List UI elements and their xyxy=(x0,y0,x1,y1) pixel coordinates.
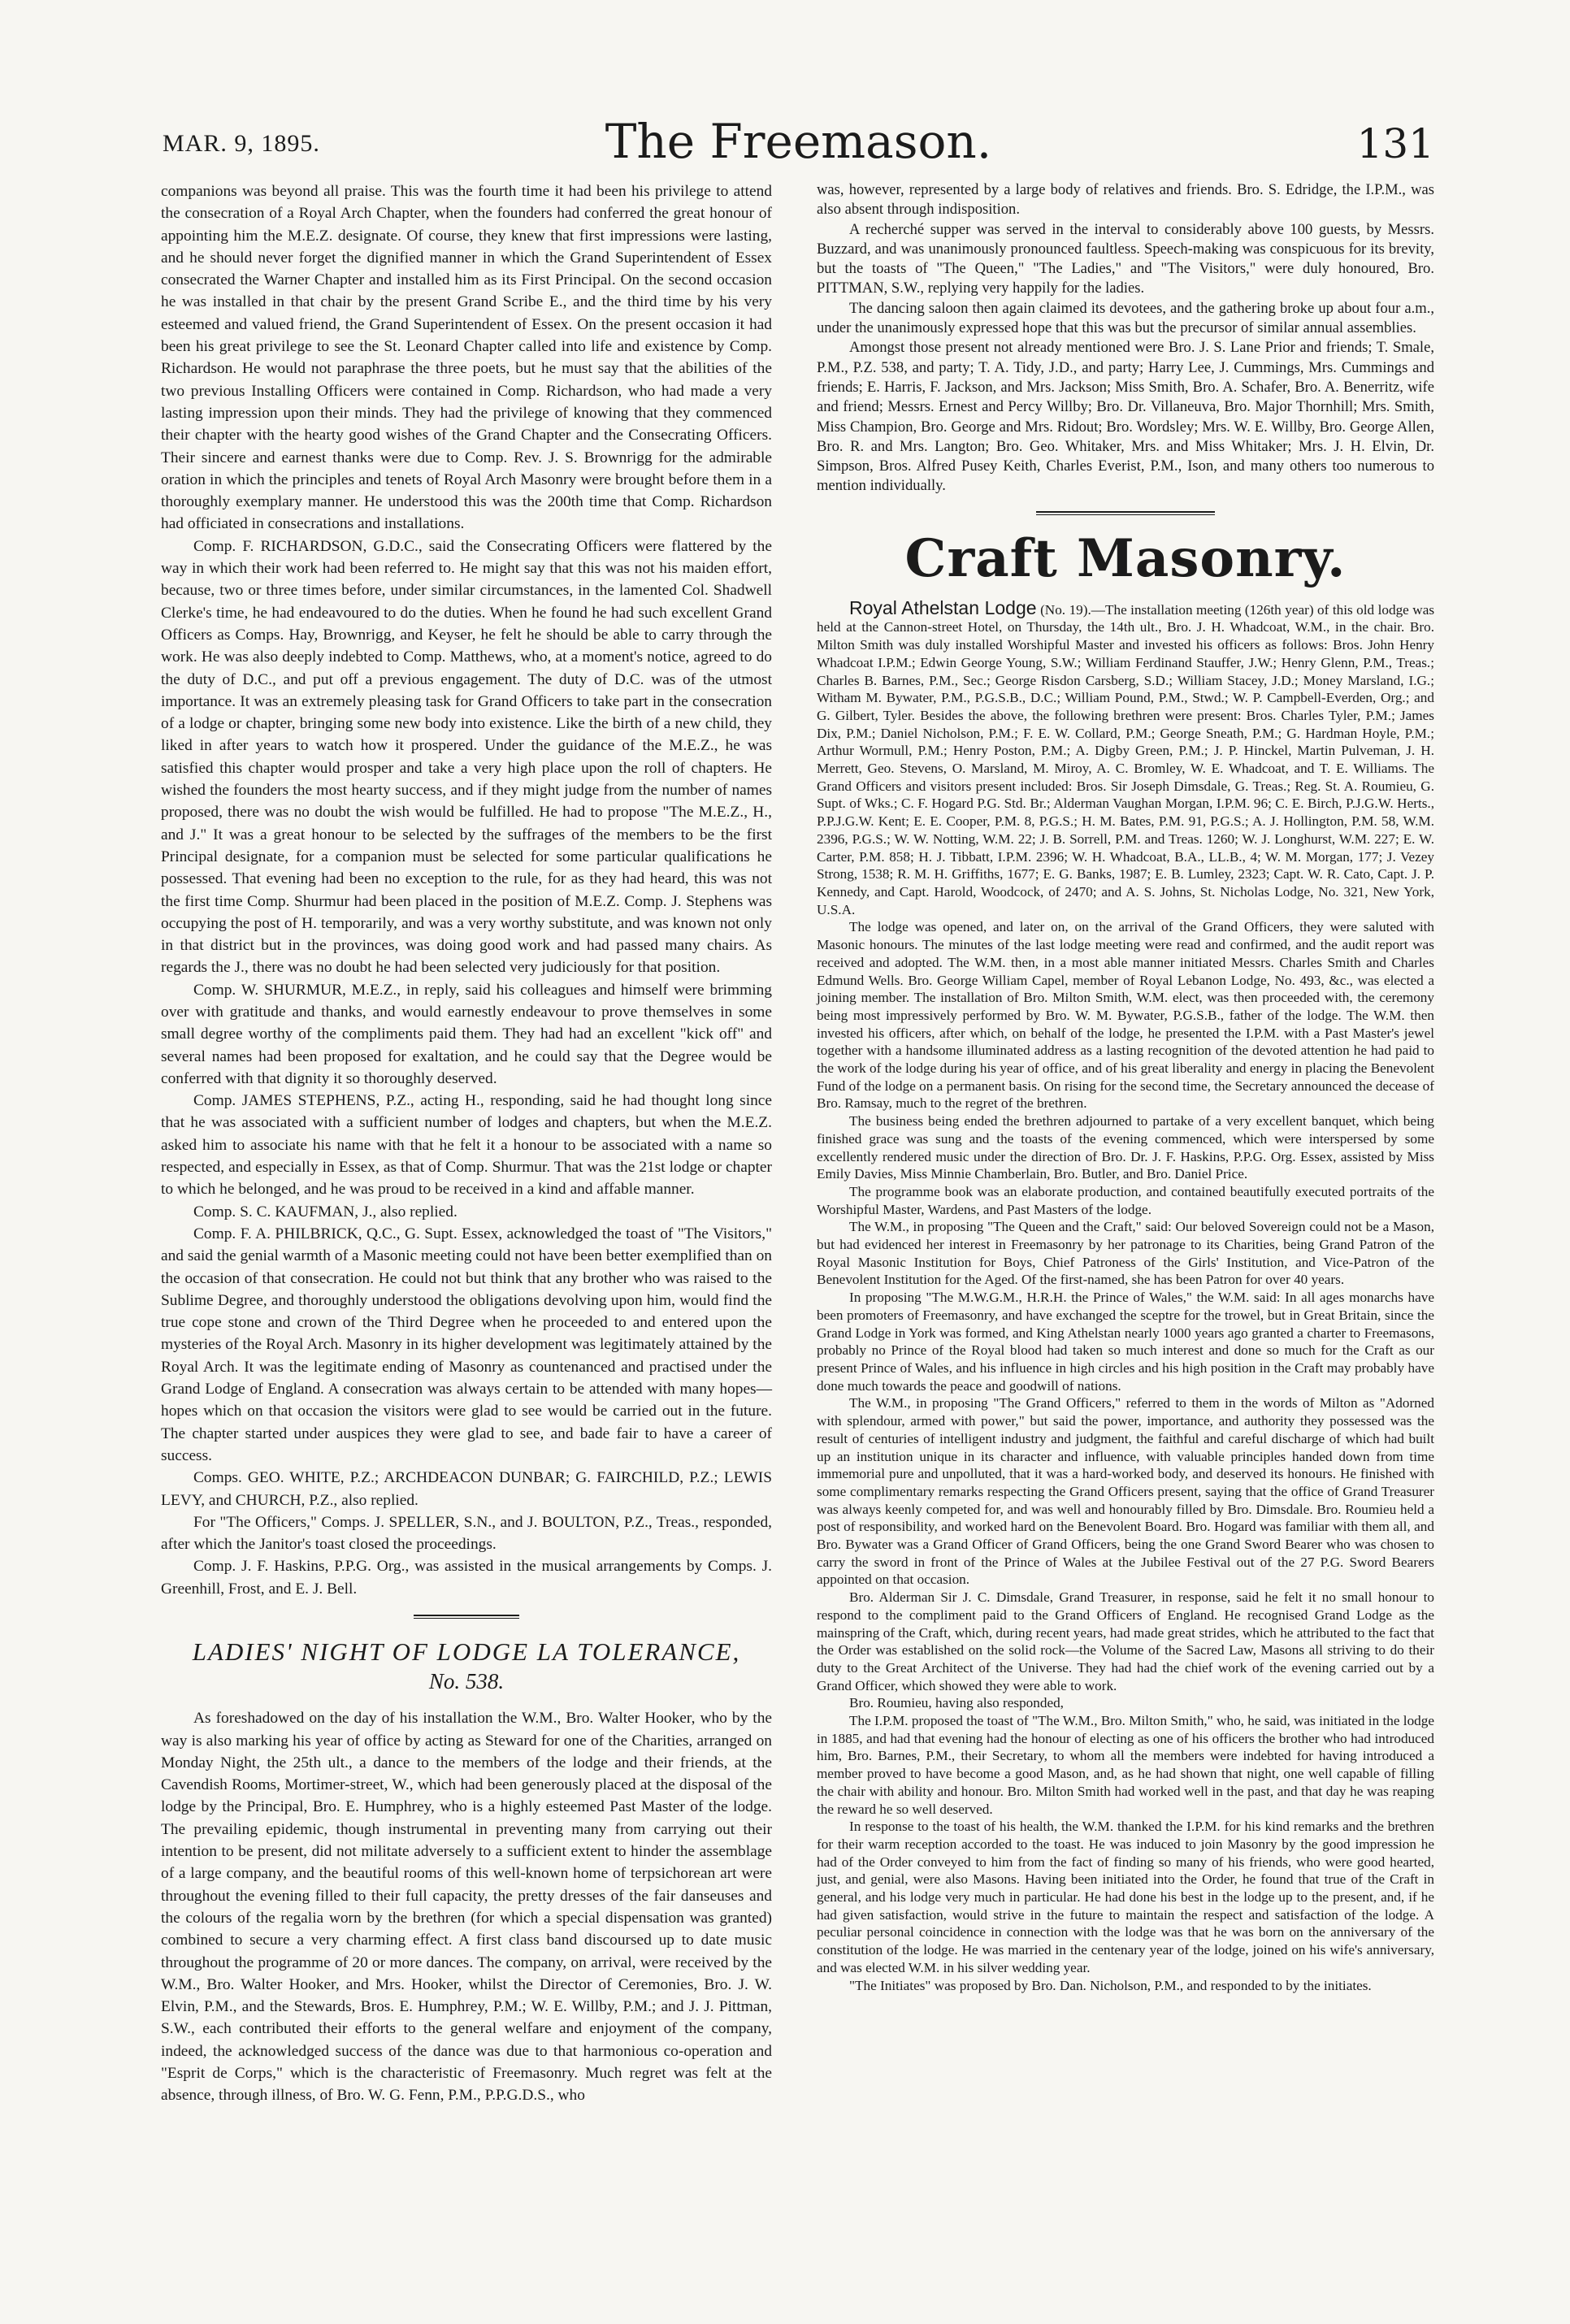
lodge-name: Royal Athelstan Lodge xyxy=(849,596,1037,618)
paragraph: Comp. JAMES STEPHENS, P.Z., acting H., responding, said he had thought long since that he was associated with a sufficient number of lodges and chapters, but when the M.E.Z. asked him to associate his name with that he felt it a honour to be associated with a name so respected, and especially in Essex, as that of Comp. Shurmur. That was the 21st lodge or chapter to which he belonged, and he was proud to be received in a kind and affable manner. xyxy=(161,1092,772,1199)
paragraph: The W.M., in proposing "The Grand Officers," referred to them in the words of Milton as "Adorned with splendour, armed with power," but said the power, importance, and authority they possessed was the result of centuries of intelligent industry and judgment, the faithful and careful discharge of which had built up an institution unique in its character and influence, with valuable principles handed down from time immemorial pure and unpolluted, that it was a hard-worked body, and deserved its honours. He finished with some complimentary remarks respecting the Grand Officers present, saying that the office of Grand Treasurer was always keenly competed for, and was well and honourably filled by Bro. Dimsdale. Bro. Roumieu held a post of responsibility, and worked hard on the Benevolent Board. Bro. Hogard was familiar with them all, and Bro. Bywater was a Grand Officer of Grand Officers, being the one Grand Sword Bearer who was chosen to carry the sword in front of the Prince of Wales at the Jubilee Festival out of the 27 P.G. Sword Bearers appointed on that occasion. xyxy=(817,1395,1434,1588)
paragraph: Comp. F. RICHARDSON, G.D.C., said the Consecrating Officers were flattered by the way in which their work had been referred to. He might say that this was not his maiden effort, because, two or three times before, under similar circumstances, in the lamented Col. Shadwell Clerke's time, he had endeavoured to do the duties. When he found he had such excellent Grand Officers as Comps. Hay, Brownrigg, and Keyser, he felt he should be able to carry through the work. He was also deeply indebted to Comp. Matthews, who, at a moment's notice, agreed to do the duty of D.C., and put off a previous engagement. The duty of D.C. was of the utmost importance. It was an extremely pleasing task for Grand Officers to take part in the consecration of a lodge or chapter, bringing some new body into existence. Like the birth of a new child, they liked in after years to watch how it prospered. Under the guidance of the M.E.Z., he was satisfied this chapter would prosper and take a very high place upon the roll of chapters. He wished the founders the most hearty success, and if they might judge from the number of names proposed, there was no doubt the wish would be fulfilled. He had to propose "The M.E.Z., H., and J." It was a great honour to be selected by the suffrages of the members to be the first Principal designate, for a companion must be selected for some particular qualifications he possessed. That evening had been no exception to the rule, for as they had heard, this was not the first time Comp. Shurmur had been placed in the position of M.E.Z. Comp. J. Stephens was occupying the post of H. temporarily, and was a very worthy substitute, and was known not only in that district but in the provinces, was doing good work and had passed many chairs. As regards the J., there was no doubt he had been selected very judiciously for that position. xyxy=(161,537,772,977)
publication-title: The Freemason. xyxy=(605,114,992,169)
left-column xyxy=(161,180,772,2107)
issue-date: MAR. 9, 1895. xyxy=(163,130,320,157)
masthead xyxy=(163,114,1434,171)
paragraph: Comps. GEO. WHITE, P.Z.; ARCHDEACON DUNBAR; G. FAIRCHILD, P.Z.; LEWIS LEVY, and CHURCH, P.Z., also replied. xyxy=(161,1469,772,1509)
lodge-report-text: (No. 19).—The installation meeting (126th year) of this old lodge was held at the Cannon-street Hotel, on Thursday, the 14th ult., Bro. J. H. Whadcoat, W.M., in the chair. Bro. Milton Smith was duly installed Worshipful Master and invested his officers as follows: Bros. John Henry Whadcoat I.P.M.; Edwin George Young, S.W.; William Ferdinand Stauffer, J.W.; Henry Glenn, P.M., Treas.; Charles B. Barnes, P.M., Sec.; George Risdon Carsberg, S.D.; William Stacey, J.D.; Money Marsland, I.G.; Witham M. Bywater, P.M., P.G.S.B., D.C.; William Pound, P.M., Stwd.; W. P. Campbell-Everden, Org.; and G. Gilbert, Tyler. Besides the above, the following brethren were present: Bros. Charles Tyler, P.M.; James Dix, P.M.; Daniel Nicholson, P.M.; F. E. W. Collard, P.M.; George Sneath, P.M.; G. Hardman Hoyle, P.M.; Arthur Wormull, P.M.; Henry Poston, P.M.; A. Digby Green, P.M.; J. P. Hinckel, Martin Pulveman, J. H. Merrett, Geo. Stevens, O. Marsland, M. Miroy, A. C. Bromley, W. E. Whadcoat, and T. E. Williams. The Grand Officers and visitors present included: Bros. Sir Joseph Dimsdale, G. Treas.; Reg. St. A. Roumieu, G. Supt. of Wks.; C. F. Hogard P.G. Std. Br.; Alderman Vaughan Morgan, I.P.M. 96; C. E. Birch, P.J.G.W. Herts., P.P.J.G.W. Kent; E. E. Cooper, P.M. 8, P.G.S.; H. M. Bates, P.M. 91, P.G.S.; A. J. Hollington, P.M. 58, W.M. 2396, P.G.S.; W. W. Notting, W.M. 22; J. B. Sorrell, P.M. and Treas. 1260; W. J. Longhurst, W.M. 227; E. W. Carter, P.M. 858; H. J. Tibbatt, I.P.M. 2396; W. H. Whadcoat, B.A., LL.B., 4; W. M. Morgan, 177; J. Vezey Strong, 1538; R. M. H. Griffiths, 1677; E. G. Banks, 1987; E. B. Lumley, 2323; Capt. W. R. Cato, Capt. J. P. Kennedy, and Capt. Harold, Woodcock, of 2470; and A. S. Johns, St. Nicholas Lodge, No. 321, New York, U.S.A. xyxy=(817,601,1435,917)
paragraph: Comp. S. C. KAUFMAN, J., also replied. xyxy=(193,1203,458,1221)
paragraph: "The Initiates" was proposed by Bro. Dan. Nicholson, P.M., and responded to by the initiates. xyxy=(849,1977,1372,1993)
section-subtitle: No. 538. xyxy=(428,1669,505,1693)
right-column xyxy=(817,180,1434,1994)
paragraph: was, however, represented by a large body of relatives and friends. Bro. S. Edridge, the I.P.M., was also absent through indisposition. xyxy=(817,181,1434,219)
paragraph: The lodge was opened, and later on, on the arrival of the Grand Officers, they were saluted with Masonic honours. The minutes of the last lodge meeting were read and confirmed, and the audit report was received and adopted. The W.M. then, in a most able manner initiated Messrs. Charles Smith and Charles Edmund Wells. Bro. George William Capel, member of Royal Lebanon Lodge, No. 493, &c., was elected a joining member. The installation of Bro. Milton Smith, W.M. elect, was then proceeded with, the ceremony being most impressively performed by Bro. W. M. Bywater, P.G.S.B., father of the lodge. The W.M. then invested his officers, after which, on behalf of the lodge, he presented the I.P.M. with a Past Master's jewel together with a handsome illuminated address as a lasting recognition of the devoted attention he had paid to the work of the lodge during his year of office, and of his great liberality and energy in placing the Benevolent Fund of the lodge on a permanent basis. On rising for the second time, the Secretary announced the decease of Bro. Ramsay, much to the regret of the brethren. xyxy=(817,919,1434,1112)
section-title: LADIES' NIGHT OF LODGE LA TOLERANCE, xyxy=(192,1637,741,1666)
paragraph: The W.M., in proposing "The Queen and the Craft," said: Our beloved Sovereign could not be a Mason, but had evidenced her interest in Freemasonry by her patronage to its Charities, being Grand Patron of the Royal Masonic Institution for Boys, Chief Patroness of the Girls' Institution, and Vice-Patron of the Benevolent Institution for the Aged. Of the first-named, she has been Patron for over 40 years. xyxy=(817,1219,1434,1288)
page-number: 131 xyxy=(1356,120,1434,167)
paragraph: Amongst those present not already mentioned were Bro. J. S. Lane Prior and friends; T. Smale, P.M., P.Z. 538, and party; T. A. Tidy, J.D., and party; Harry Lee, J. Cummings, Mrs. Cummings and friends; E. Harris, F. Jackson, and Mrs. Jackson; Miss Smith, Bro. A. Schafer, Bro. A. Benerritz, wife and friend; Messrs. Ernest and Percy Willby; Bro. Dr. Villaneuva, Bro. Major Thornhill; Mrs. Smith, Miss Champion, Bro. George and Mrs. Ridout; Bro. Wordsley; Mrs. W. E. Willby, Bro. George Allen, Bro. R. and Mrs. Langton; Bro. Geo. Whitaker, Mrs. and Miss Whitaker; Mrs. J. H. Elvin, Dr. Simpson, Bros. Alfred Pusey Keith, Charles Everist, P.M., Ison, and many others too numerous to mention individually. xyxy=(817,339,1434,495)
section-divider xyxy=(1036,511,1215,515)
paragraph: Bro. Roumieu, having also responded, xyxy=(849,1695,1064,1711)
paragraph: As foreshadowed on the day of his installation the W.M., Bro. Walter Hooker, who by the way is also marking his year of office by acting as Steward for one of the Charities, arranged on Monday Night, the 25th ult., a dance to the members of the lodge and their friends, at the Cavendish Rooms, Mortimer-street, W., which had been generously placed at the disposal of the lodge by the Principal, Bro. E. Humphrey, who is a highly esteemed Past Master of the lodge. The prevailing epidemic, though instrumental in preventing many from carrying out their intention to be present, did not militate adversely to a sufficient extent to hinder the assemblage of a large company, and the beautiful rooms of this well-known home of terpsichorean art were throughout the evening filled to their full capacity, the pretty dresses of the fair danseuses and the colours of the regalia worn by the brethren (for which a special dispensation was granted) combined to secure a very charming effect. A first class band discoursed up to date music throughout the programme of 20 or more dances. The company, on arrival, were received by the W.M., Bro. Walter Hooker, and Mrs. Hooker, whilst the Director of Ceremonies, Bro. J. W. Elvin, P.M., and the Stewards, Bros. E. Humphrey, P.M.; W. E. Willby, P.M.; and J. J. Pittman, S.W., each contributed their efforts to the general welfare and enjoyment of the company, indeed, the acknowledged success of the dance was due to that harmonious co-operation and "Esprit de Corps," which is the characteristic of Freemasonry. Much regret was felt at the absence, through illness, of Bro. W. G. Fenn, P.M., P.P.G.D.S., who xyxy=(161,1710,772,2105)
paragraph: The business being ended the brethren adjourned to partake of a very excellent banquet, which being finished grace was sung and the toasts of the evening commenced, which were interspersed by some excellently rendered music under the direction of Bro. Dr. J. F. Haskins, P.P.G. Org. Essex, assisted by Miss Emily Davies, Miss Minnie Chamberlain, Bro. Butler, and Bro. Daniel Price. xyxy=(817,1113,1434,1182)
paragraph: Bro. Alderman Sir J. C. Dimsdale, Grand Treasurer, in response, said he felt it no small honour to respond to the compliment paid to the Grand Officers of England. He recognised Grand Lodge as the mainspring of the Craft, which, during recent years, had made great strides, which he attributed to the fact that the Order was established on the solid rock—the Volume of the Sacred Law, Masons all striving to do their duty to the Great Architect of the Universe. They had had the chief work of the evening carried out by a Grand Officer, which showed they were able to work. xyxy=(817,1589,1434,1693)
paragraph: The programme book was an elaborate production, and contained beautifully executed portraits of the Worshipful Master, Wardens, and Past Masters of the lodge. xyxy=(817,1183,1434,1217)
paragraph: Comp. W. SHURMUR, M.E.Z., in reply, said his colleagues and himself were brimming over with gratitude and thanks, and would earnestly endeavour to prove themselves in some small degree worthy of the compliments paid them. They had had an excellent "kick off" and several names had been proposed for exaltation, and he could say that the Degree would be conferred with that dignity it so thoroughly deserved. xyxy=(161,981,772,1087)
paragraph: A recherché supper was served in the interval to considerably above 100 guests, by Messrs. Buzzard, and was unanimously pronounced faultless. Speech-making was conspicuous for its brevity, but the toasts of "The Queen," "The Ladies," and "The Visitors," were duly honoured, Bro. PITTMAN, S.W., replying very happily for the ladies. xyxy=(817,220,1434,297)
lodge-report xyxy=(817,596,1435,919)
paragraph: In proposing "The M.W.G.M., H.R.H. the Prince of Wales," the W.M. said: In all ages monarchs have been promoters of Freemasonry, and have exchanged the sceptre for the trowel, but in Great Britain, since the Grand Lodge in York was formed, and King Athelstan nearly 1000 years ago granted a charter to Freemasons, probably no Prince of the Royal blood had taken so much interest and done so much for the Craft as our present Prince of Wales, and his influence in high circles and his high position in the Craft may probably have done much towards the peace and goodwill of nations. xyxy=(817,1290,1434,1394)
paragraph: The dancing saloon then again claimed its devotees, and the gathering broke up about four a.m., under the unanimously expressed hope that this was but the precursor of similar annual assemblies. xyxy=(817,299,1434,337)
section-divider xyxy=(414,1615,519,1619)
section-title: Craft Masonry. xyxy=(904,527,1347,589)
paragraph: For "The Officers," Comps. J. SPELLER, S.N., and J. BOULTON, P.Z., Treas., responded, after which the Janitor's toast closed the proceedings. xyxy=(161,1513,772,1554)
paragraph: In response to the toast of his health, the W.M. thanked the I.P.M. for his kind remarks and the brethren for their warm reception accorded to the toast. He was induced to join Masonry by the good impression he had of the Order conveyed to him from the fact of finding so many of his friends, who were good hearted, just, and genial, were also Masons. Having been initiated into the Order, he found that true of the Craft in general, and his lodge very much in particular. He had done his best in the lodge up to the present, and, if he had given satisfaction, would strive in the future to maintain the respect and satisfaction of the lodge. A peculiar personal coincidence in connection with the lodge was that he was born on the anniversary of the constitution of the lodge. He was married in the centenary year of the lodge, joined on his wife's anniversary, and was elected W.M. in his silver wedding year. xyxy=(817,1819,1434,1975)
paragraph: companions was beyond all praise. This was the fourth time it had been his privilege to attend the consecration of a Royal Arch Chapter, when the founders had conferred the great honour of appointing him the M.E.Z. designate. Of course, they knew that first impressions were lasting, and he should never forget the dignified manner in which the Grand Superintendent of Essex consecrated the Warner Chapter and installed him as its First Principal. On the second occasion he was installed in that chair by the present Grand Scribe E., and the third time by his very esteemed and valued friend, the Grand Superintendent of Essex. On the present occasion it had been his great privilege to see the St. Leonard Chapter called into life and existence by Comp. Richardson. He would not paraphrase the three poets, but he must say that the abilities of the two previous Installing Officers were contained in Comp. Richardson, who had made a very lasting impression upon their minds. They had the privilege of knowing that they commenced their chapter with the hearty good wishes of the Grand Chapter and the Consecrating Officers. Their sincere and earnest thanks were due to Comp. Rev. J. S. Brownrigg for the admirable oration in which the principles and tenets of Royal Arch Masonry were brought before them in a thoroughly exemplary manner. He understood this was the 200th time that Comp. Richardson had officiated in consecrations and installations. xyxy=(161,183,772,533)
paragraph: Comp. J. F. Haskins, P.P.G. Org., was assisted in the musical arrangements by Comps. J. Greenhill, Frost, and E. J. Bell. xyxy=(161,1558,772,1598)
paragraph: Comp. F. A. PHILBRICK, Q.C., G. Supt. Essex, acknowledged the toast of "The Visitors," and said the genial warmth of a Masonic meeting could not have been better exemplified than on the occasion of that consecration. He could not but think that any brother who was raised to the Sublime Degree, and thoroughly understood the obligations devolving upon him, would find the true cope stone and crown of the Third Degree when he proceeded to and entered upon the mysteries of the Royal Arch. Masonry in its higher development was legitimately attained by the Royal Arch. It was the legitimate ending of Masonry as countenanced and practised under the Grand Lodge of England. A consecration was always certain to be attended with many hopes—hopes which on that occasion the visitors were glad to see would be carried out in the future. The chapter started under auspices they were glad to see, and bade fair to have a career of success. xyxy=(161,1225,772,1464)
paragraph: The I.P.M. proposed the toast of "The W.M., Bro. Milton Smith," who, he said, was initiated in the lodge in 1885, and had that evening had the honour of electing as one of his officers the brother who had introduced him, Bro. Barnes, P.M., their Secretary, to whom all the members were indebted for having introduced a member proved to have become a good Mason, and, as he had shown that night, one well capable of filling the chair with ability and honour. Bro. Milton Smith had worked well in the past, and that day he was reaping the reward he so well deserved. xyxy=(817,1713,1434,1817)
